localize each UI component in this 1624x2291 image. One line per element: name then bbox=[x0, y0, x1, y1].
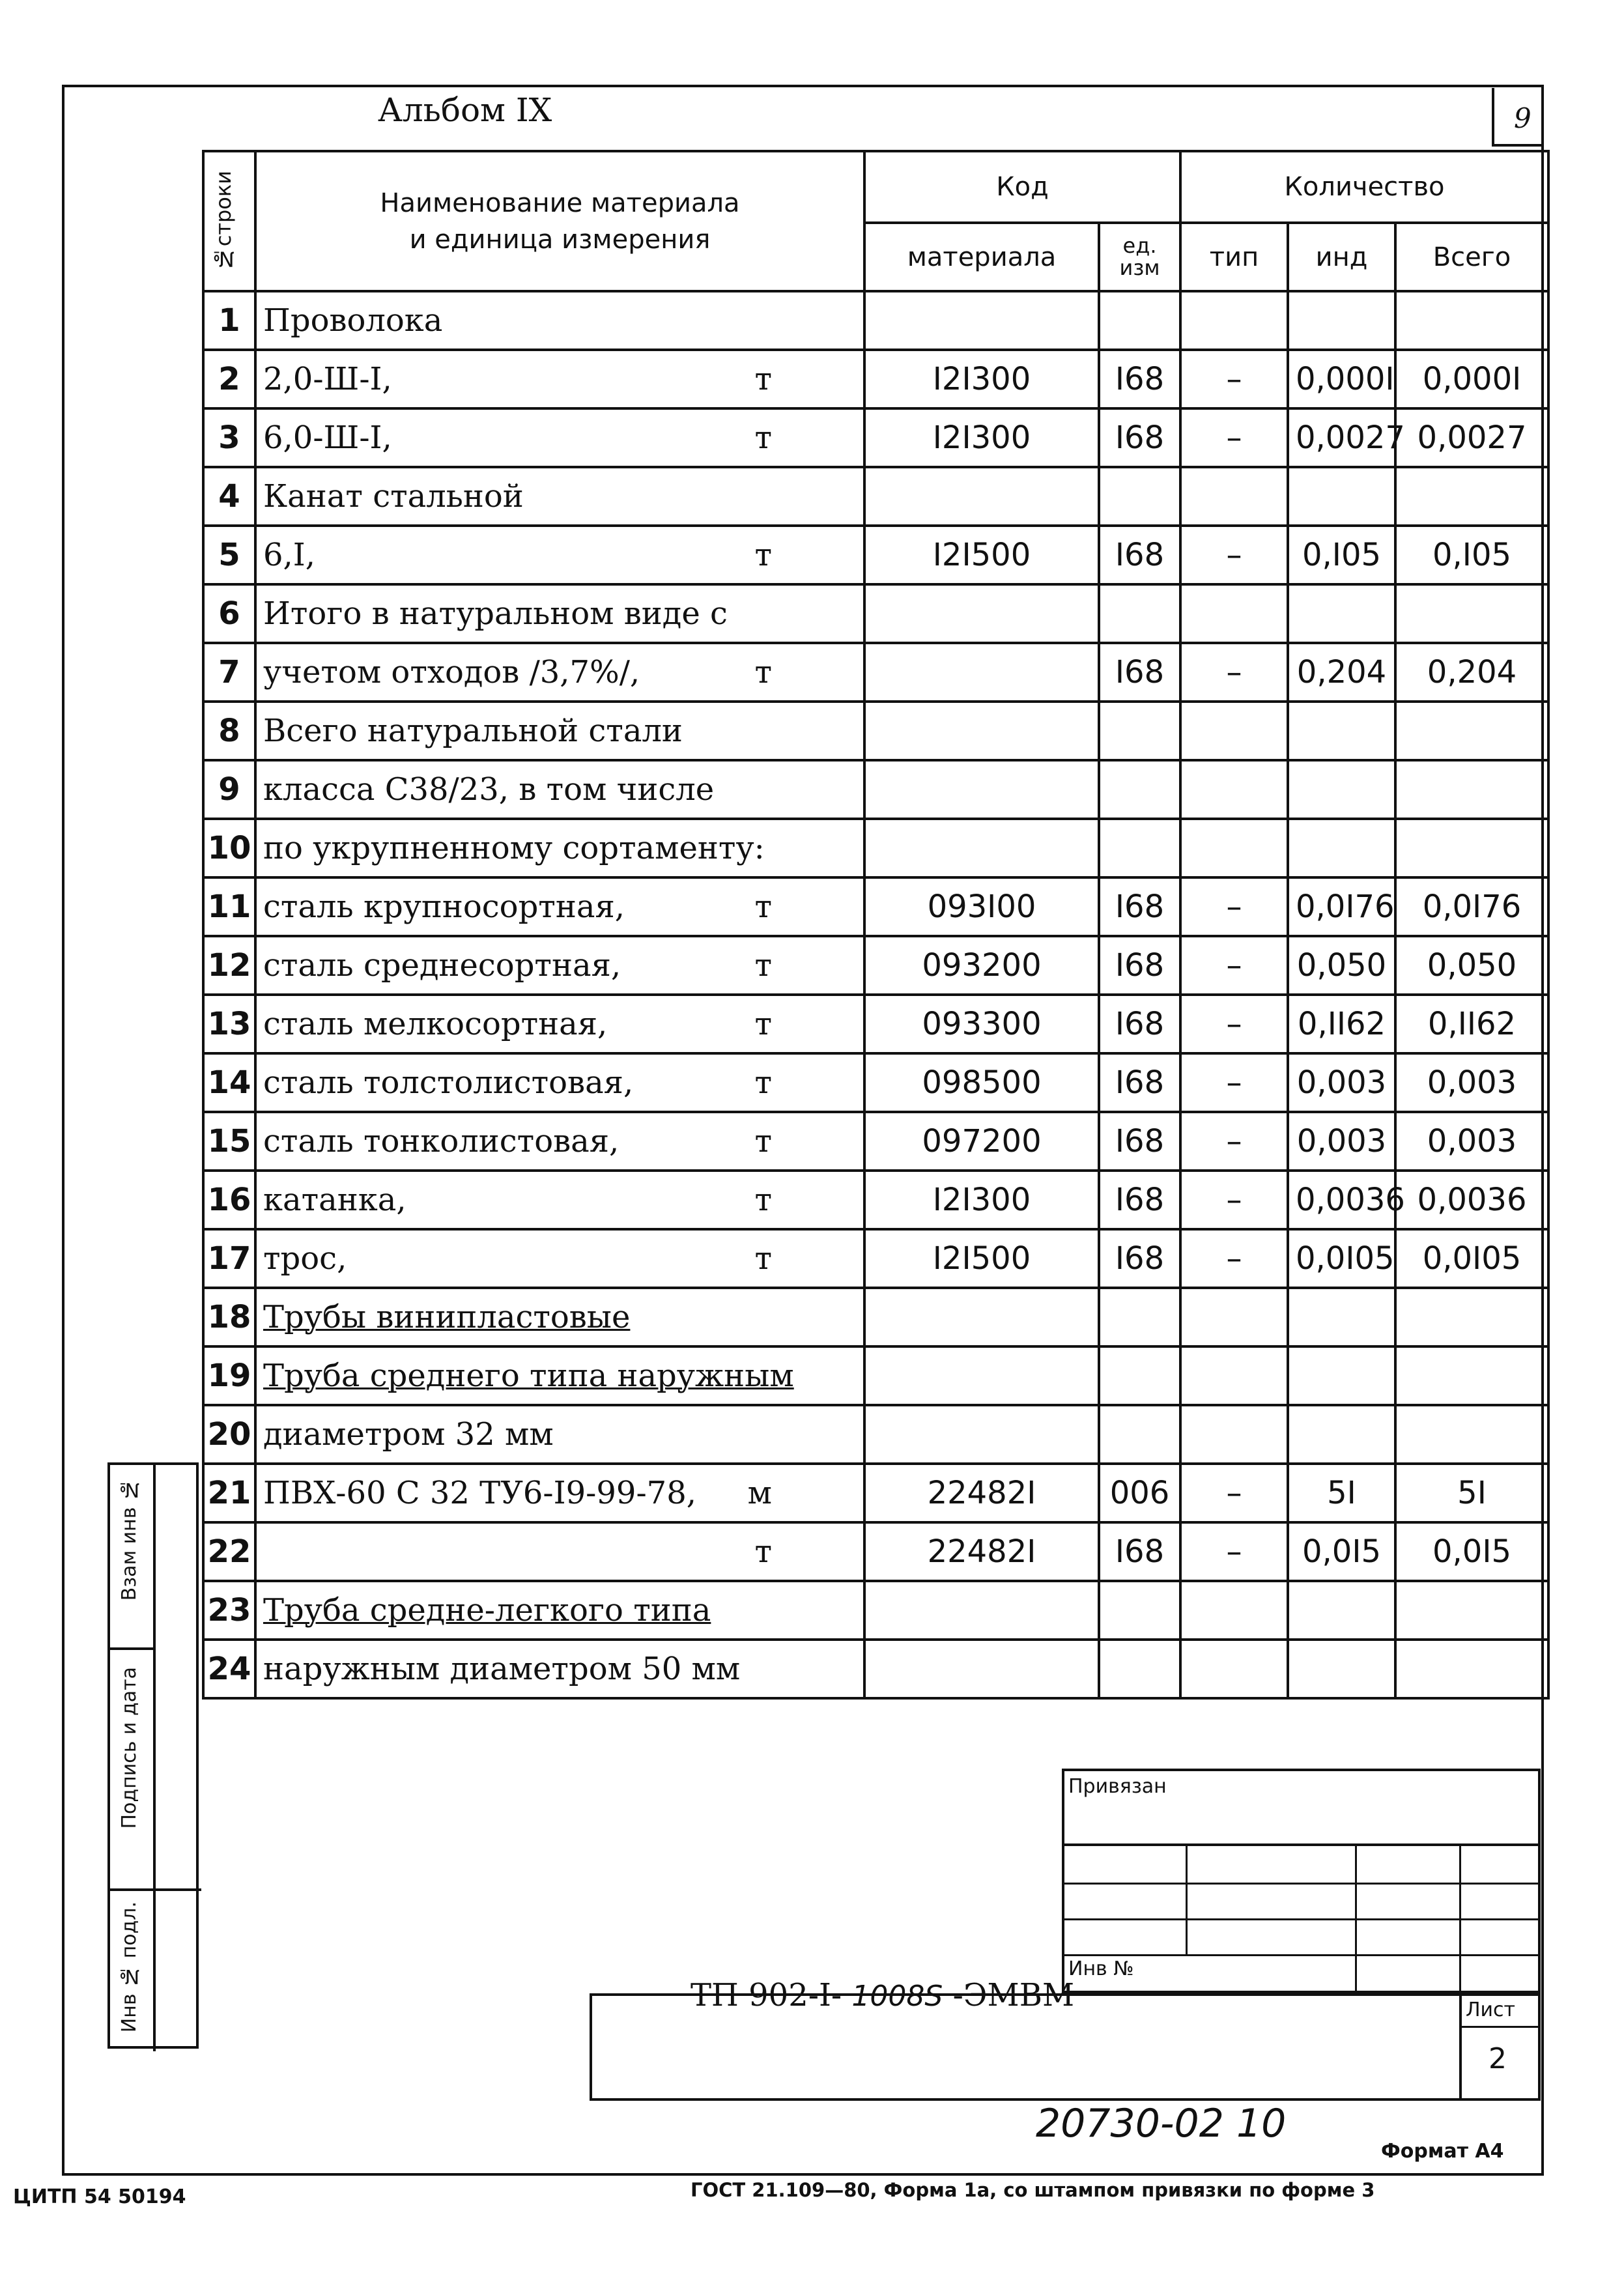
table-row bbox=[203, 877, 1548, 936]
row-type: – bbox=[1180, 408, 1288, 467]
row-total: 0,050 bbox=[1395, 936, 1548, 995]
header-code-material: материала bbox=[864, 223, 1099, 291]
row-measure-unit: т bbox=[754, 1240, 772, 1277]
row-unit-code bbox=[1099, 1405, 1180, 1464]
row-ind bbox=[1288, 1405, 1395, 1464]
row-name-text: Всего натуральной стали bbox=[263, 713, 683, 749]
row-ind: 0,0027 bbox=[1288, 408, 1395, 467]
row-code bbox=[864, 1581, 1099, 1640]
row-code: I2I300 bbox=[864, 350, 1099, 408]
row-name-text: сталь среднесортная, bbox=[263, 947, 621, 984]
row-name-text: Проволока bbox=[263, 302, 443, 339]
table-row bbox=[203, 350, 1548, 408]
table-row bbox=[203, 1640, 1548, 1698]
row-number: 6 bbox=[203, 584, 255, 643]
row-name bbox=[255, 760, 864, 819]
row-type: – bbox=[1180, 877, 1288, 936]
row-unit-code: I68 bbox=[1099, 1112, 1180, 1171]
row-measure-unit: т bbox=[754, 1533, 772, 1570]
row-name-text: Канат стальной bbox=[263, 478, 524, 515]
table-row bbox=[203, 936, 1548, 995]
row-type bbox=[1180, 584, 1288, 643]
row-measure-unit: т bbox=[754, 361, 772, 397]
row-number: 20 bbox=[203, 1405, 255, 1464]
row-total: 0,204 bbox=[1395, 643, 1548, 702]
row-number: 10 bbox=[203, 819, 255, 877]
row-ind bbox=[1288, 702, 1395, 760]
row-code bbox=[864, 643, 1099, 702]
row-number: 15 bbox=[203, 1112, 255, 1171]
row-number: 13 bbox=[203, 995, 255, 1053]
row-code bbox=[864, 760, 1099, 819]
row-type bbox=[1180, 702, 1288, 760]
row-code bbox=[864, 1640, 1099, 1698]
sheet-number: 2 bbox=[1489, 2042, 1507, 2075]
row-ind: 0,050 bbox=[1288, 936, 1395, 995]
table-row bbox=[203, 1522, 1548, 1581]
table-row bbox=[203, 1112, 1548, 1171]
header-qty-total: Всего bbox=[1395, 223, 1548, 291]
table-row bbox=[203, 526, 1548, 584]
row-total: 0,000I bbox=[1395, 350, 1548, 408]
row-total bbox=[1395, 584, 1548, 643]
row-unit-code: I68 bbox=[1099, 1053, 1180, 1112]
header-qty-ind: инд bbox=[1288, 223, 1395, 291]
binding-stamp-label: Привязан bbox=[1068, 1775, 1167, 1798]
row-ind bbox=[1288, 1640, 1395, 1698]
row-name-text: сталь тонколистовая, bbox=[263, 1123, 620, 1160]
row-name-text: 6,0-Ш-I, bbox=[263, 420, 392, 456]
sheet-corner bbox=[1492, 88, 1544, 147]
row-unit-code bbox=[1099, 1640, 1180, 1698]
header-code: Код bbox=[864, 151, 1180, 223]
row-name bbox=[255, 1464, 864, 1522]
row-unit-code bbox=[1099, 819, 1180, 877]
footer-left-code: ЦИТП 54 50194 bbox=[13, 2185, 186, 2208]
table-row bbox=[203, 1581, 1548, 1640]
row-type: – bbox=[1180, 1171, 1288, 1229]
row-type: – bbox=[1180, 1464, 1288, 1522]
header-row-number: №строки bbox=[203, 151, 255, 291]
row-name bbox=[255, 1346, 864, 1405]
row-number: 5 bbox=[203, 526, 255, 584]
row-ind bbox=[1288, 1346, 1395, 1405]
side-label-replacement: Взам инв № bbox=[118, 1478, 141, 1601]
table-row bbox=[203, 291, 1548, 350]
materials-table bbox=[202, 150, 1550, 1700]
row-name bbox=[255, 1581, 864, 1640]
row-name-text: Труба средне-легкого типа bbox=[263, 1592, 711, 1629]
row-measure-unit: т bbox=[754, 1123, 772, 1160]
row-total bbox=[1395, 291, 1548, 350]
row-code bbox=[864, 819, 1099, 877]
row-ind bbox=[1288, 1288, 1395, 1346]
row-type: – bbox=[1180, 1053, 1288, 1112]
row-name-text: трос, bbox=[263, 1240, 347, 1277]
row-number: 19 bbox=[203, 1346, 255, 1405]
row-number: 8 bbox=[203, 702, 255, 760]
row-total: 0,003 bbox=[1395, 1112, 1548, 1171]
row-name-text: Труба среднего типа наружным bbox=[263, 1358, 794, 1394]
row-name-text: по укрупненному сортаменту: bbox=[263, 830, 765, 866]
row-name bbox=[255, 1229, 864, 1288]
row-code: I2I500 bbox=[864, 526, 1099, 584]
row-unit-code bbox=[1099, 584, 1180, 643]
side-label-signature: Подпись и дата bbox=[118, 1667, 141, 1829]
table-row bbox=[203, 1053, 1548, 1112]
row-name bbox=[255, 408, 864, 467]
row-type bbox=[1180, 1405, 1288, 1464]
row-code bbox=[864, 1405, 1099, 1464]
row-name bbox=[255, 1522, 864, 1581]
row-total: 0,I05 bbox=[1395, 526, 1548, 584]
row-name-text: сталь толстолистовая, bbox=[263, 1064, 634, 1101]
table-row bbox=[203, 584, 1548, 643]
row-unit-code bbox=[1099, 467, 1180, 526]
inventory-number-label: Инв № bbox=[1068, 1957, 1134, 1980]
row-number: 9 bbox=[203, 760, 255, 819]
row-name bbox=[255, 1405, 864, 1464]
table-row bbox=[203, 1229, 1548, 1288]
row-measure-unit: т bbox=[754, 889, 772, 925]
row-name bbox=[255, 643, 864, 702]
sheet-label: Лист bbox=[1466, 1999, 1516, 2021]
row-total: 0,0I76 bbox=[1395, 877, 1548, 936]
row-measure-unit: т bbox=[754, 537, 772, 573]
row-ind: 0,003 bbox=[1288, 1053, 1395, 1112]
row-ind: 0,0I76 bbox=[1288, 877, 1395, 936]
row-type bbox=[1180, 291, 1288, 350]
document-code: ТП 902-I- 1008S -ЭМВМ bbox=[691, 1977, 1075, 2014]
row-total: 0,003 bbox=[1395, 1053, 1548, 1112]
row-code bbox=[864, 291, 1099, 350]
row-name bbox=[255, 291, 864, 350]
row-type: – bbox=[1180, 995, 1288, 1053]
row-type: – bbox=[1180, 643, 1288, 702]
row-unit-code bbox=[1099, 702, 1180, 760]
row-name bbox=[255, 1112, 864, 1171]
row-name-text: 6,I, bbox=[263, 537, 316, 573]
row-type bbox=[1180, 1640, 1288, 1698]
row-type bbox=[1180, 819, 1288, 877]
row-type: – bbox=[1180, 936, 1288, 995]
row-code: I2I500 bbox=[864, 1229, 1099, 1288]
row-type: – bbox=[1180, 1229, 1288, 1288]
row-name bbox=[255, 819, 864, 877]
row-unit-code: 006 bbox=[1099, 1464, 1180, 1522]
row-total bbox=[1395, 1405, 1548, 1464]
row-name-text: 2,0-Ш-I, bbox=[263, 361, 392, 397]
row-name-text: диаметром 32 мм bbox=[263, 1416, 554, 1453]
row-measure-unit: т bbox=[754, 1064, 772, 1101]
row-type: – bbox=[1180, 526, 1288, 584]
row-total: 0,0036 bbox=[1395, 1171, 1548, 1229]
row-ind: 0,II62 bbox=[1288, 995, 1395, 1053]
row-total bbox=[1395, 1346, 1548, 1405]
row-name-text: катанка, bbox=[263, 1182, 406, 1218]
row-name bbox=[255, 702, 864, 760]
header-code-unit: ед. изм bbox=[1099, 223, 1180, 291]
table-row bbox=[203, 995, 1548, 1053]
row-number: 12 bbox=[203, 936, 255, 995]
row-name-text: ПВХ-60 С 32 ТУ6-I9-99-78, bbox=[263, 1475, 696, 1511]
side-label-inventory: Инв № подл. bbox=[118, 1901, 141, 2033]
row-unit-code: I68 bbox=[1099, 350, 1180, 408]
row-unit-code: I68 bbox=[1099, 877, 1180, 936]
row-name bbox=[255, 1640, 864, 1698]
header-quantity: Количество bbox=[1180, 151, 1548, 223]
side-stamp-strip bbox=[107, 1462, 199, 2049]
row-unit-code bbox=[1099, 291, 1180, 350]
row-name bbox=[255, 936, 864, 995]
row-unit-code bbox=[1099, 1581, 1180, 1640]
row-unit-code: I68 bbox=[1099, 1522, 1180, 1581]
row-ind: 5I bbox=[1288, 1464, 1395, 1522]
row-total bbox=[1395, 819, 1548, 877]
row-total: 0,II62 bbox=[1395, 995, 1548, 1053]
row-ind bbox=[1288, 467, 1395, 526]
row-ind bbox=[1288, 819, 1395, 877]
row-code: 22482I bbox=[864, 1464, 1099, 1522]
row-total bbox=[1395, 1581, 1548, 1640]
table-row bbox=[203, 1288, 1548, 1346]
row-unit-code bbox=[1099, 760, 1180, 819]
header-name: Наименование материала и единица измерения bbox=[255, 151, 864, 291]
row-name-text: Трубы винипластовые bbox=[263, 1299, 631, 1335]
row-name bbox=[255, 1171, 864, 1229]
row-total bbox=[1395, 1640, 1548, 1698]
row-ind: 0,0I5 bbox=[1288, 1522, 1395, 1581]
row-unit-code: I68 bbox=[1099, 643, 1180, 702]
row-number: 16 bbox=[203, 1171, 255, 1229]
row-unit-code: I68 bbox=[1099, 408, 1180, 467]
row-type bbox=[1180, 467, 1288, 526]
row-type: – bbox=[1180, 350, 1288, 408]
header-qty-type: тип bbox=[1180, 223, 1288, 291]
row-type bbox=[1180, 1581, 1288, 1640]
row-ind: 0,I05 bbox=[1288, 526, 1395, 584]
row-measure-unit: т bbox=[754, 947, 772, 984]
row-code bbox=[864, 702, 1099, 760]
row-number: 3 bbox=[203, 408, 255, 467]
table-row bbox=[203, 760, 1548, 819]
row-name bbox=[255, 526, 864, 584]
row-ind: 0,0036 bbox=[1288, 1171, 1395, 1229]
row-ind: 0,204 bbox=[1288, 643, 1395, 702]
row-code: 093I00 bbox=[864, 877, 1099, 936]
row-measure-unit: т bbox=[754, 1182, 772, 1218]
row-code bbox=[864, 1288, 1099, 1346]
row-ind bbox=[1288, 291, 1395, 350]
row-total bbox=[1395, 702, 1548, 760]
row-total: 5I bbox=[1395, 1464, 1548, 1522]
row-type: – bbox=[1180, 1522, 1288, 1581]
row-total: 0,0I5 bbox=[1395, 1522, 1548, 1581]
row-ind bbox=[1288, 760, 1395, 819]
row-code: 098500 bbox=[864, 1053, 1099, 1112]
row-code bbox=[864, 584, 1099, 643]
row-number: 21 bbox=[203, 1464, 255, 1522]
row-number: 11 bbox=[203, 877, 255, 936]
row-code: 093300 bbox=[864, 995, 1099, 1053]
row-name-text: сталь мелкосортная, bbox=[263, 1006, 608, 1042]
row-ind bbox=[1288, 1581, 1395, 1640]
row-code: 097200 bbox=[864, 1112, 1099, 1171]
row-unit-code: I68 bbox=[1099, 1171, 1180, 1229]
row-name bbox=[255, 1288, 864, 1346]
row-unit-code: I68 bbox=[1099, 936, 1180, 995]
row-number: 7 bbox=[203, 643, 255, 702]
row-name bbox=[255, 467, 864, 526]
row-type bbox=[1180, 1288, 1288, 1346]
row-total bbox=[1395, 467, 1548, 526]
row-code bbox=[864, 467, 1099, 526]
row-unit-code bbox=[1099, 1346, 1180, 1405]
table-row bbox=[203, 467, 1548, 526]
row-total bbox=[1395, 1288, 1548, 1346]
table-row bbox=[203, 702, 1548, 760]
row-name-text: наружным диаметром 50 мм bbox=[263, 1651, 741, 1687]
footer-gost: ГОСТ 21.109—80, Форма 1а, со штампом привязки по форме 3 bbox=[691, 2179, 1375, 2201]
row-name bbox=[255, 1053, 864, 1112]
row-unit-code: I68 bbox=[1099, 1229, 1180, 1288]
row-type: – bbox=[1180, 1112, 1288, 1171]
row-number: 2 bbox=[203, 350, 255, 408]
row-code: 22482I bbox=[864, 1522, 1099, 1581]
row-code: I2I300 bbox=[864, 1171, 1099, 1229]
archive-number: 20730-02 10 bbox=[1036, 2101, 1287, 2146]
row-measure-unit: т bbox=[754, 1006, 772, 1042]
table-row bbox=[203, 1464, 1548, 1522]
row-code: 093200 bbox=[864, 936, 1099, 995]
row-ind: 0,000I bbox=[1288, 350, 1395, 408]
row-number: 23 bbox=[203, 1581, 255, 1640]
row-number: 18 bbox=[203, 1288, 255, 1346]
row-type bbox=[1180, 760, 1288, 819]
table-row bbox=[203, 643, 1548, 702]
row-ind: 0,0I05 bbox=[1288, 1229, 1395, 1288]
row-total bbox=[1395, 760, 1548, 819]
row-name bbox=[255, 877, 864, 936]
sheet-mark: 9 bbox=[1514, 102, 1531, 134]
row-name bbox=[255, 995, 864, 1053]
row-total: 0,0027 bbox=[1395, 408, 1548, 467]
table-row bbox=[203, 1405, 1548, 1464]
row-name-text: учетом отходов /3,7%/, bbox=[263, 654, 640, 690]
row-number: 17 bbox=[203, 1229, 255, 1288]
row-measure-unit: т bbox=[754, 654, 772, 690]
table-row bbox=[203, 1171, 1548, 1229]
row-name-text: класса С38/23, в том числе bbox=[263, 771, 715, 808]
row-code: I2I300 bbox=[864, 408, 1099, 467]
row-ind bbox=[1288, 584, 1395, 643]
row-measure-unit: м bbox=[747, 1475, 772, 1511]
row-unit-code: I68 bbox=[1099, 526, 1180, 584]
format-label: Формат А4 bbox=[1381, 2140, 1504, 2163]
album-title: Альбом IX bbox=[378, 91, 552, 129]
row-name-text: Итого в натуральном виде с bbox=[263, 595, 728, 632]
row-code bbox=[864, 1346, 1099, 1405]
table-row bbox=[203, 1346, 1548, 1405]
row-number: 4 bbox=[203, 467, 255, 526]
row-ind: 0,003 bbox=[1288, 1112, 1395, 1171]
row-number: 22 bbox=[203, 1522, 255, 1581]
row-unit-code: I68 bbox=[1099, 995, 1180, 1053]
row-number: 24 bbox=[203, 1640, 255, 1698]
row-total: 0,0I05 bbox=[1395, 1229, 1548, 1288]
table-row bbox=[203, 819, 1548, 877]
row-unit-code bbox=[1099, 1288, 1180, 1346]
row-name bbox=[255, 584, 864, 643]
table-row bbox=[203, 408, 1548, 467]
row-number: 1 bbox=[203, 291, 255, 350]
row-type bbox=[1180, 1346, 1288, 1405]
row-measure-unit: т bbox=[754, 420, 772, 456]
row-name-text: сталь крупносортная, bbox=[263, 889, 625, 925]
row-number: 14 bbox=[203, 1053, 255, 1112]
row-name bbox=[255, 350, 864, 408]
